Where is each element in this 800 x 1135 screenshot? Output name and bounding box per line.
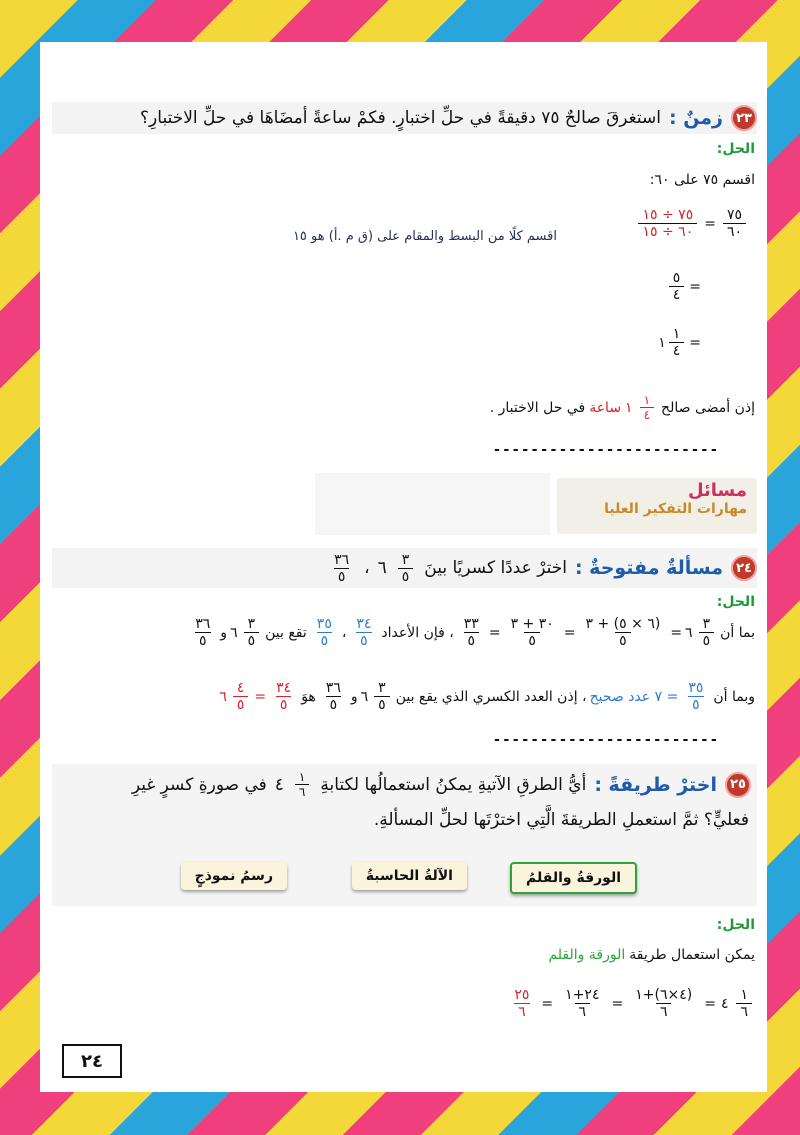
separator-1: ------------------------ bbox=[492, 442, 719, 458]
q23-conclusion-fraction: $\frac{١}{٤}$ bbox=[640, 393, 654, 422]
q24-l2-frac-3-5: $\frac{٣}{٥}$ bbox=[374, 680, 390, 713]
q25-line1: ٢٥ اخترْ طريقةً : أيُّ الطرقِ الآتيةِ يمكنُ استعمالُها لكتابةِ $\frac{١}{٦}$ ٤ في صورةِ كسرٍ غيرِ bbox=[132, 770, 751, 799]
q24-l2-frac-35: $\frac{٣٥}{٥}$ bbox=[688, 680, 704, 713]
q23-fraction-75-60: $\frac{٧٥}{٦٠}$ bbox=[723, 207, 746, 240]
q23-fraction-division: $\frac{٧٥ \div ١٥}{٦٠ \div ١٥}$ bbox=[638, 207, 697, 240]
q24-label: مسألةٌ مفتوحةٌ : bbox=[574, 557, 723, 579]
q24-answer-improper: $\frac{٣٤}{٥}$ bbox=[276, 680, 292, 713]
q23-step1: اقسم ٧٥ على ٦٠: bbox=[649, 172, 755, 188]
q25-calc-frac-1-6: $\frac{١}{٦}$ bbox=[736, 987, 752, 1020]
q24-l1-frac-35: $\frac{٣٥}{٥}$ bbox=[316, 616, 332, 649]
q25-solution-text: يمكن استعمال طريقة الورقة والقلم bbox=[548, 947, 755, 963]
q23-mixed-row: = $\frac{١}{٤}$ ١ bbox=[658, 326, 701, 359]
q23-text: استغرقَ صالحٌ ٧٥ دقيقةً في حلِّ اختبارٍ. فكمْ ساعةً أمضَاهَا في حلِّ الاختبارِ؟ bbox=[140, 108, 661, 128]
option-calculator-button[interactable]: الآلةُ الحاسبةُ bbox=[352, 862, 467, 890]
section-subtitle: مهارات التفكير العليا bbox=[604, 501, 747, 517]
q24-line2: وبما أن $\frac{٣٥}{٥}$ = ٧ عدد صحيح ، إذن العدد الكسري الذي يقع بين $\frac{٣}{٥}$ ٦ و $\frac{٣٦}{٥}$ هوَ $\frac{٣٤}{٥}$ = $\frac{٤}{٥}$ ٦ bbox=[219, 680, 755, 713]
q25-calc-frac-expr1: $\frac{(٤\times ٦)+١}{٦}$ bbox=[635, 987, 693, 1020]
option-draw-model-button[interactable]: رسمُ نموذجٍ bbox=[181, 862, 287, 890]
worksheet-page bbox=[40, 42, 767, 1092]
q25-calculation: $\frac{١}{٦}$ ٤ = $\frac{(٤\times ٦)+١}{٦}$ = $\frac{٢٤+١}{٦}$ = $\frac{٢٥}{٦}$ bbox=[507, 987, 755, 1020]
q24-l1-frac-34: $\frac{٣٤}{٥}$ bbox=[356, 616, 372, 649]
separator-2: ------------------------ bbox=[492, 732, 719, 748]
q23-number-badge: ٢٣ bbox=[731, 105, 757, 131]
q23-conclusion: إذن أمضى صالح $\frac{١}{٤}$ ١ ساعة في حل الاختبار . bbox=[489, 393, 755, 422]
q24-header: ٢٤ مسألةٌ مفتوحةٌ : اخترْ عددًا كسريًا بينَ $\frac{٣}{٥}$ ٦ ، $\frac{٣٦}{٥}$ bbox=[52, 548, 757, 588]
q24-answer-mixed: $\frac{٤}{٥}$ bbox=[233, 680, 249, 713]
q25-solution-label: الحل: bbox=[716, 917, 755, 933]
section-title: مسائل bbox=[687, 480, 747, 501]
section-header bbox=[557, 478, 757, 534]
option-paper-pencil-button[interactable]: الورقةُ والقلمُ bbox=[510, 862, 637, 894]
q24-upper-fraction: $\frac{٣٦}{٥}$ bbox=[334, 551, 350, 585]
q23-fraction-5-4: $\frac{٥}{٤}$ bbox=[669, 270, 685, 303]
q23-header bbox=[52, 102, 757, 134]
q23-fraction-row2: = $\frac{٥}{٤}$ bbox=[666, 270, 703, 303]
q24-lower-fraction: $\frac{٣}{٥}$ bbox=[398, 552, 414, 585]
q24-line1: بما أن $\frac{٣}{٥}$ ٦ = $\frac{(٦ \times ٥) + ٣}{٥}$ = $\frac{٣٠ + ٣}{٥}$ = $\frac{٣٣}{٥}$ ، فإن الأعداد $\frac{٣٤}{٥}$ ، $\frac{٣٥}{٥}$ تقع بين $\frac{٣}{٥}$ ٦ و $\frac{٣٦}{٥}$ bbox=[188, 616, 755, 649]
q24-solution-label: الحل: bbox=[716, 594, 755, 610]
q23-solution-label: الحل: bbox=[716, 141, 755, 157]
q24-text: اخترْ عددًا كسريًا بينَ bbox=[424, 558, 567, 578]
q25-line2: فعليٍّ؟ ثمَّ استعملِ الطريقةَ الَّتِي اخترْتَها لحلِّ المسألةِ. bbox=[373, 810, 749, 830]
q23-fraction-row1: $\frac{٧٥}{٦٠}$ = $\frac{٧٥ \div ١٥}{٦٠ \div ١٥}$ bbox=[635, 207, 749, 240]
q24-l1-frac-a: $\frac{٣}{٥}$ bbox=[699, 616, 715, 649]
q23-gcf-note: اقسم كلًا من البسط والمقام على (ق م .أ) هو ١٥ bbox=[292, 229, 557, 244]
page-number: ٢٤ bbox=[62, 1044, 122, 1078]
q25-number-badge: ٢٥ bbox=[725, 772, 751, 798]
q24-l1-frac-expr1: $\frac{(٦ \times ٥) + ٣}{٥}$ bbox=[585, 616, 661, 649]
q23-label: زمنٌ : bbox=[668, 107, 723, 129]
q24-l1-frac-36: $\frac{٣٦}{٥}$ bbox=[195, 616, 211, 649]
q24-l1-frac-expr2: $\frac{٣٠ + ٣}{٥}$ bbox=[510, 616, 554, 649]
q24-number-badge: ٢٤ bbox=[731, 555, 757, 581]
q24-l2-frac-36: $\frac{٣٦}{٥}$ bbox=[325, 680, 341, 713]
q25-calc-frac-expr2: $\frac{٢٤+١}{٦}$ bbox=[565, 987, 600, 1020]
q25-fraction: $\frac{١}{٦}$ bbox=[295, 770, 309, 799]
q25-calc-frac-result: $\frac{٢٥}{٦}$ bbox=[514, 987, 530, 1020]
q23-mixed-fraction-part: $\frac{١}{٤}$ bbox=[669, 326, 685, 359]
blank-box bbox=[315, 473, 550, 535]
q24-l1-frac-33: $\frac{٣٣}{٥}$ bbox=[463, 616, 479, 649]
q24-l1-frac-3-5: $\frac{٣}{٥}$ bbox=[244, 616, 260, 649]
q25-label: اخترْ طريقةً : bbox=[594, 773, 717, 796]
q25-box bbox=[52, 764, 757, 906]
